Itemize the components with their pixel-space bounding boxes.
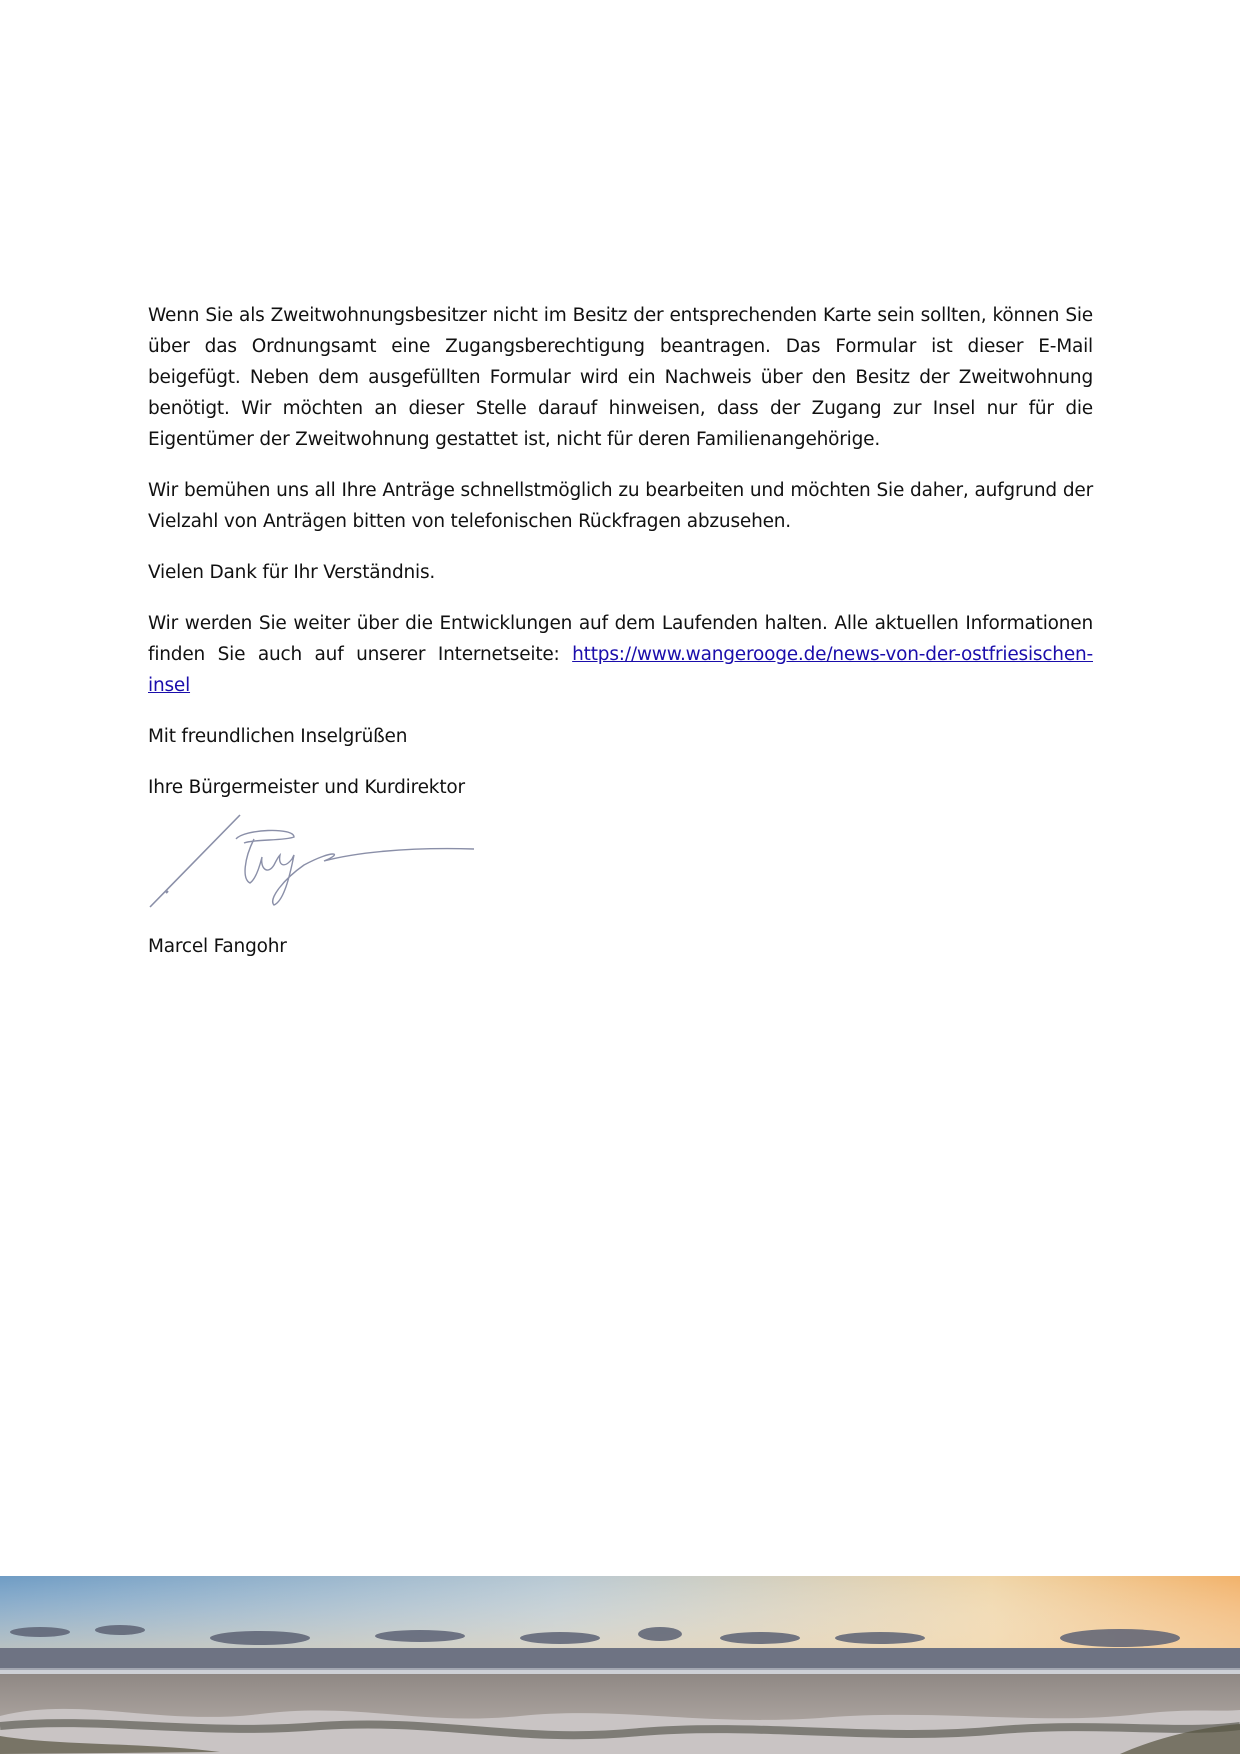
letter-body bbox=[148, 300, 1093, 982]
paragraph-thanks: Vielen Dank für Ihr Verständnis. bbox=[148, 562, 436, 583]
signatory-name: Marcel Fangohr bbox=[148, 936, 287, 957]
paragraph-access-request: Wenn Sie als Zweitwohnungsbesitzer nicht im Besitz der entsprechenden Karte sein sollten, können Sie über das Ordnungsamt eine Zugangsberechtigung beantragen. Das Formular ist dieser E-Mail beigefügt. Neben dem ausgefüllten Formular wird ein Nachweis über den Besitz der Zweitwohnung benötigt. Wir möchten an dieser Stelle darauf hinweisen, dass der Zugang zur Insel nur für die Eigentümer der Zweitwohnung gestattet ist, nicht für deren Familienangehörige. bbox=[148, 305, 1093, 450]
beach-landscape-image bbox=[0, 1576, 1240, 1754]
closing-greeting: Mit freundlichen Inselgrüßen bbox=[148, 726, 408, 747]
paragraph-processing: Wir bemühen uns all Ihre Anträge schnellstmöglich zu bearbeiten und möchten Sie daher, aufgrund der Vielzahl von Anträgen bitten von telefonischen Rückfragen abzusehen. bbox=[148, 480, 1093, 532]
paragraph-info bbox=[148, 608, 1093, 701]
signatory-title: Ihre Bürgermeister und Kurdirektor bbox=[148, 777, 465, 798]
footer-banner bbox=[0, 1576, 1240, 1754]
info-text: Wir werden Sie weiter über die Entwicklungen auf dem Laufenden halten. Alle aktuellen Informationen finden Sie auch auf unserer Internetseite: bbox=[148, 613, 1093, 665]
signature-icon bbox=[144, 809, 484, 919]
website-link[interactable]: https://www.wangerooge.de/news-von-der-ostfriesischen-insel bbox=[148, 644, 1093, 696]
